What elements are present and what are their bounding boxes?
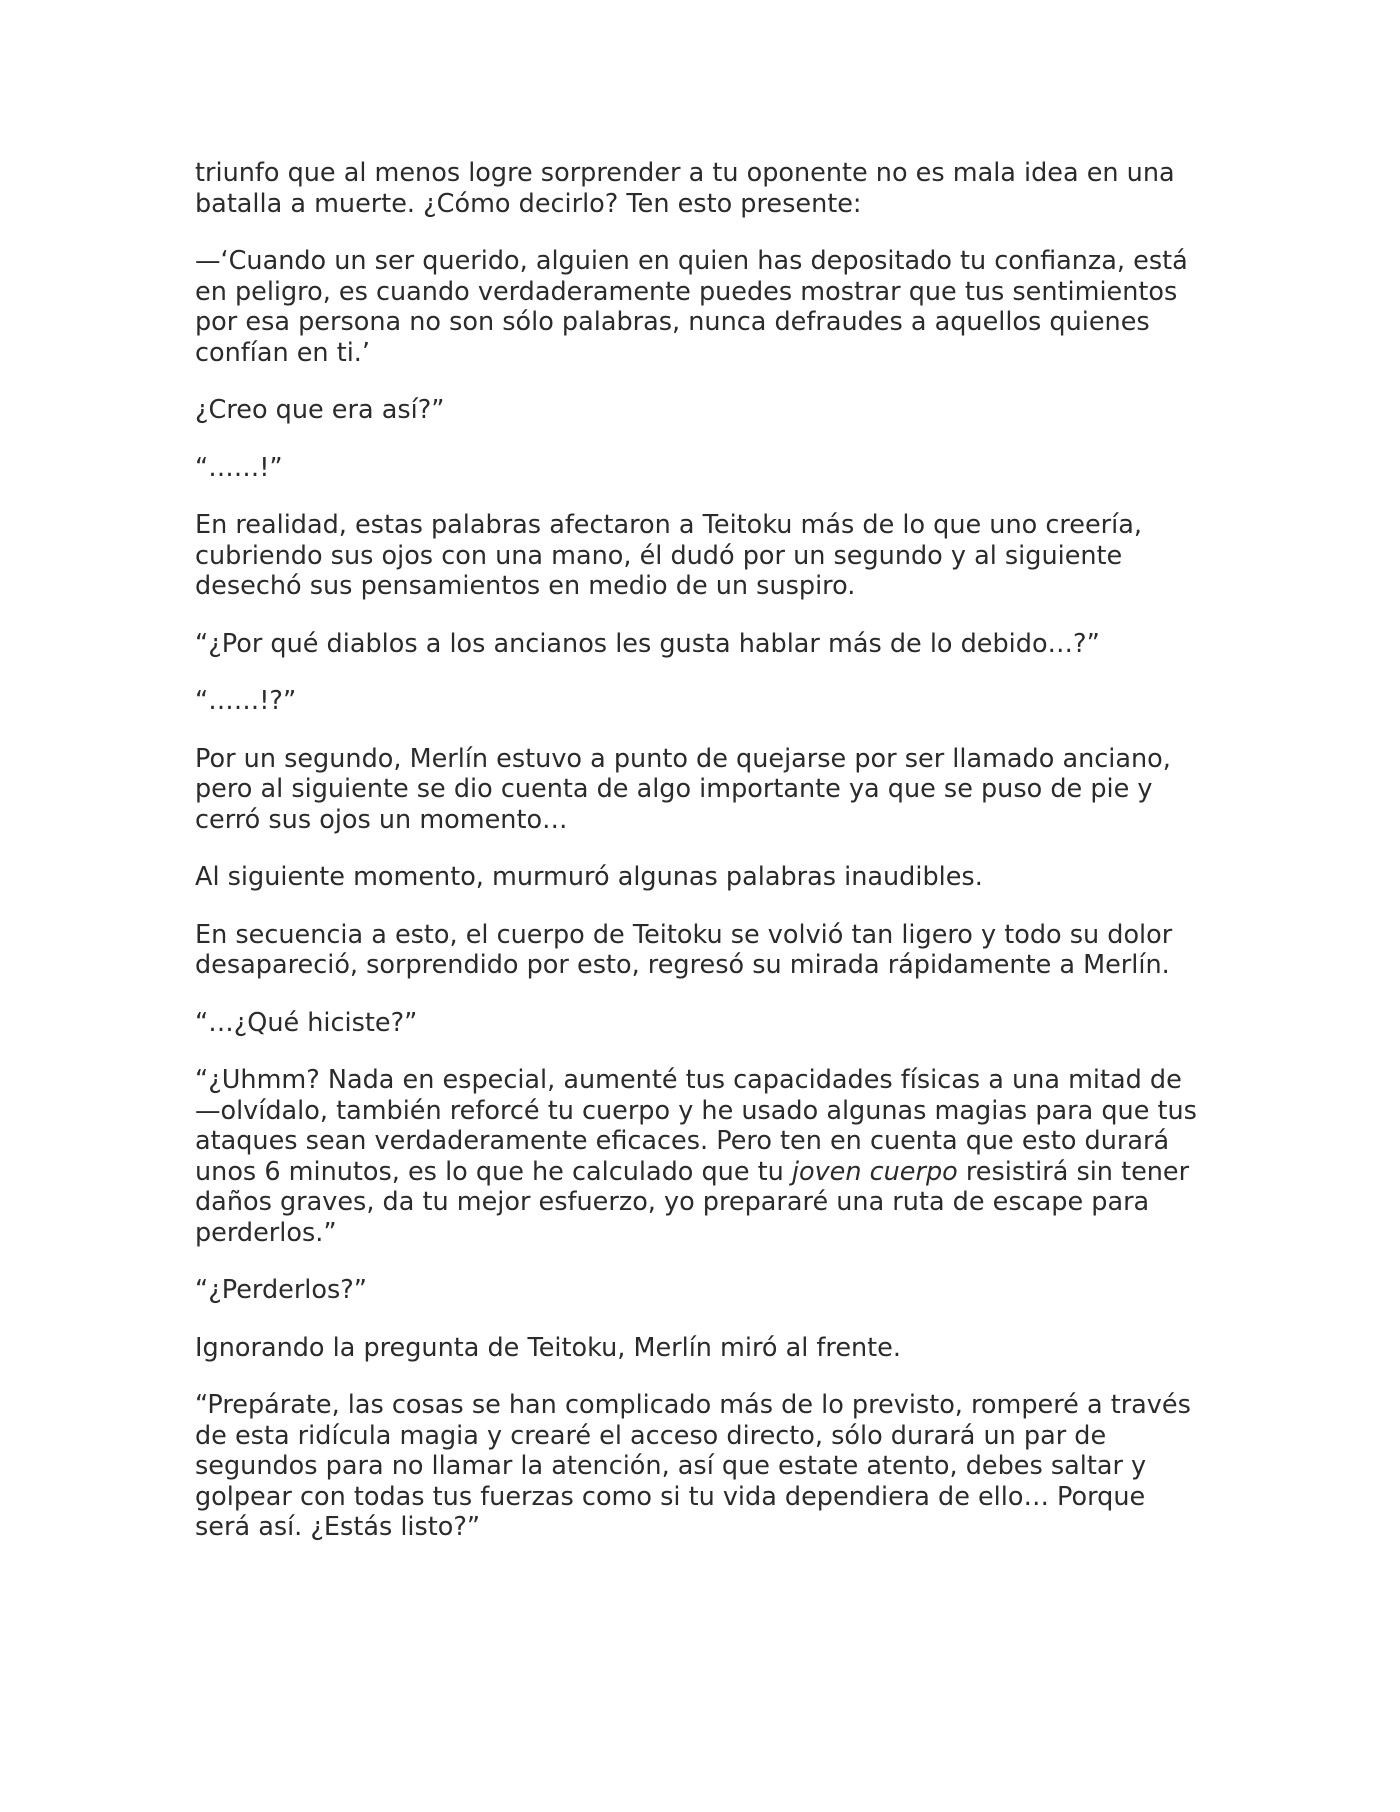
italic-text-run: joven cuerpo <box>791 1156 958 1187</box>
paragraph: ¿Creo que era así?” <box>195 395 445 425</box>
paragraph: “……!” <box>195 452 283 483</box>
paragraph: Por un segundo, Merlín estuvo a punto de quejarse por ser llamado anciano, pero al siguiente se dio cuenta de algo importante ya que se puso de pie y cerró sus ojos un momento… <box>195 743 1171 835</box>
paragraph: “¿Perderlos?” <box>195 1275 368 1305</box>
paragraph: “…¿Qué hiciste?” <box>195 1007 418 1038</box>
paragraph: “……!?” <box>195 686 297 716</box>
document-body <box>195 158 1205 1570</box>
text-run: “¿Uhmm? Nada en especial, aumenté tus capacidades físicas a una mitad de—olvídalo, también reforcé tu cuerpo y he usado algunas magias para que tus ataques sean verdaderamente eficaces. Pero ten en cuenta que esto durará unos 6 minutos, es lo que he calculado que tu <box>195 1065 1197 1187</box>
paragraph: “Prepárate, las cosas se han complicado más de lo previsto, romperé a través de esta ridícula magia y crearé el acceso directo, sólo durará un par de segundos para no llamar la atención, así que estate atento, debes saltar y golpear con todas tus fuerzas como si tu vida dependiera de ello… Porque será así. ¿Estás listo?” <box>195 1390 1191 1542</box>
paragraph: “¿Por qué diablos a los ancianos les gusta hablar más de lo debido…?” <box>195 628 1100 659</box>
paragraph: En secuencia a esto, el cuerpo de Teitoku se volvió tan ligero y todo su dolor desapareció, sorprendido por esto, regresó su mirada rápidamente a Merlín. <box>195 919 1173 980</box>
paragraph: En realidad, estas palabras afectaron a Teitoku más de lo que uno creería, cubriendo sus ojos con una mano, él dudó por un segundo y al siguiente desechó sus pensamientos en medio de un suspiro. <box>195 510 1142 601</box>
paragraph: Al siguiente momento, murmuró algunas palabras inaudibles. <box>195 862 983 892</box>
paragraph-with-italic <box>195 1065 1205 1248</box>
paragraph: Ignorando la pregunta de Teitoku, Merlín miró al frente. <box>195 1332 901 1363</box>
paragraph: —‘Cuando un ser querido, alguien en quien has depositado tu confianza, está en peligro, es cuando verdaderamente puedes mostrar que tus sentimientos por esa persona no son sólo palabras, nunca defraudes a aquellos quienes confían en ti.’ <box>195 246 1188 368</box>
paragraph: triunfo que al menos logre sorprender a tu oponente no es mala idea en una batalla a muerte. ¿Cómo decirlo? Ten esto presente: <box>195 158 1175 219</box>
text-run: resistirá sin tener daños graves, da tu mejor esfuerzo, yo prepararé una ruta de escape para perderlos.” <box>195 1156 1190 1248</box>
